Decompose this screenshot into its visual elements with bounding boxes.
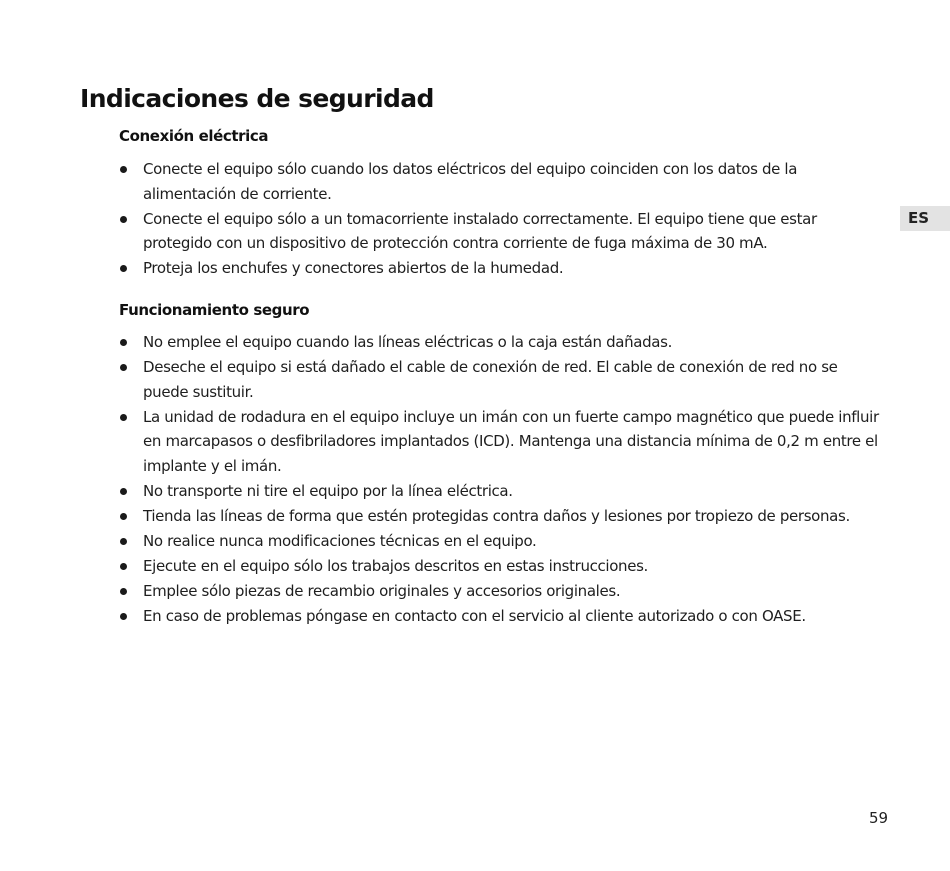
list-item: La unidad de rodadura en el equipo incluye un imán con un fuerte campo magnético que puede influir en marcapasos o desfibriladores implantados (ICD). Mantenga una distancia mínima de 0,2 m entre el implante y el imán.: [119, 405, 879, 479]
list-item: No emplee el equipo cuando las líneas eléctricas o la caja están dañadas.: [119, 330, 879, 355]
list-item: En caso de problemas póngase en contacto con el servicio al cliente autorizado o con OASE.: [119, 604, 879, 629]
language-tab: ES: [900, 206, 950, 231]
page-title: Indicaciones de seguridad: [80, 84, 434, 113]
list-item: No realice nunca modificaciones técnicas en el equipo.: [119, 529, 879, 554]
electrical-bullet-list: [119, 157, 879, 281]
list-item: Emplee sólo piezas de recambio originales y accesorios originales.: [119, 579, 879, 604]
list-item: Conecte el equipo sólo cuando los datos eléctricos del equipo coinciden con los datos de la alimentación de corriente.: [119, 157, 879, 206]
safe-operation-bullet-list: [119, 330, 879, 629]
list-item: Tienda las líneas de forma que estén protegidas contra daños y lesiones por tropiezo de personas.: [119, 504, 879, 529]
page-number: 59: [869, 809, 889, 827]
section-heading-safe-operation: Funcionamiento seguro: [119, 301, 310, 319]
list-item: Deseche el equipo si está dañado el cable de conexión de red. El cable de conexión de red no se puede sustituir.: [119, 355, 879, 404]
list-item: Ejecute en el equipo sólo los trabajos descritos en estas instrucciones.: [119, 554, 879, 579]
list-item: Conecte el equipo sólo a un tomacorriente instalado correctamente. El equipo tiene que estar protegido con un dispositivo de protección contra corriente de fuga máxima de 30 mA.: [119, 207, 879, 256]
list-item: No transporte ni tire el equipo por la línea eléctrica.: [119, 479, 879, 504]
list-item: Proteja los enchufes y conectores abiertos de la humedad.: [119, 256, 879, 281]
section-heading-electrical: Conexión eléctrica: [119, 127, 269, 145]
